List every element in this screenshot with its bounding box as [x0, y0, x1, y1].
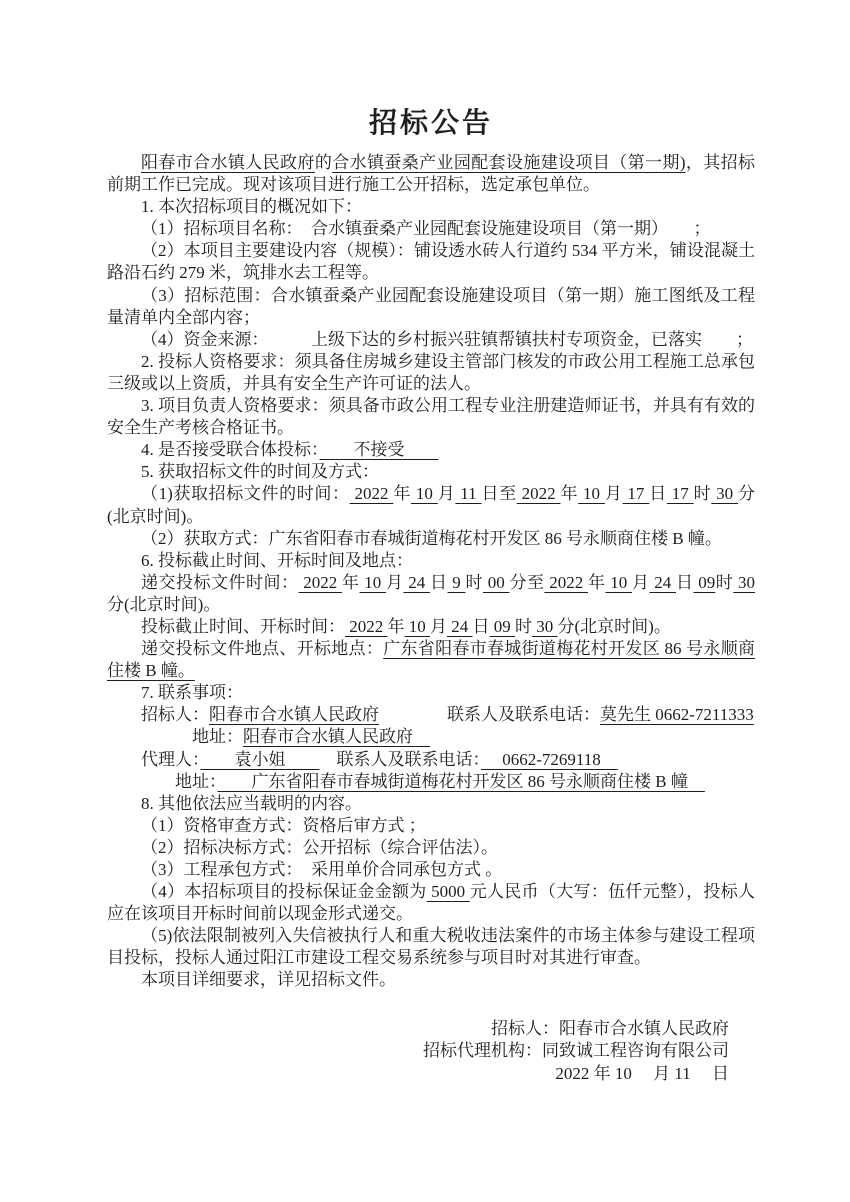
underlined-text: 10 [404, 616, 430, 636]
plain-text: 分(北京时间)。 [107, 594, 221, 614]
plain-text: 分至 [509, 572, 545, 592]
underlined-text: 2022 [298, 572, 342, 592]
underlined-text: 5000 [426, 882, 470, 902]
doc-paragraph [107, 749, 755, 771]
underlined-text: 24 [403, 572, 430, 592]
plain-text: （5)依法限制被列入失信被执行人和重大税收违法案件的市场主体参与建设工程项目投标，投标人通过阳江市建设工程交易系统参与项目时对其进行审查。 [107, 926, 755, 968]
plain-text: 联系人及联系电话： [379, 705, 600, 725]
doc-paragraph [107, 528, 755, 550]
doc-paragraph [107, 439, 755, 461]
underlined-text: 10 [411, 484, 438, 504]
plain-text: 时 [715, 572, 734, 592]
underlined-text: 9 [447, 572, 466, 592]
underlined-text: 莫先生 0662-7211333 [600, 705, 754, 725]
plain-text: 年 [387, 616, 405, 636]
plain-text: 递交投标文件地点、开标地点： [141, 639, 384, 659]
underlined-text: 24 [447, 616, 473, 636]
underlined-text: 广东省阳春市春城街道梅花村开发区 86 号永顺商住楼 B 幢 [217, 771, 705, 791]
plain-text: 3. 项目负责人资格要求：须具备市政公用工程专业注册建造师证书，并具有有效的安全生产考核合格证书。 [107, 396, 755, 438]
plain-text: 地址： [175, 771, 218, 791]
plain-text: ，其招标前期工作已完成。现对该项目进行施工公开招标，选定承包单位。 [107, 153, 756, 195]
doc-paragraph [107, 152, 755, 196]
plain-text: 7. 联系事项： [141, 683, 243, 703]
doc-paragraph [107, 837, 755, 859]
plain-text: 分(北京时间)。 [107, 484, 756, 526]
doc-paragraph [107, 969, 755, 991]
plain-text: 时 [515, 616, 532, 636]
plain-text: （1)获取招标文件的时间： [141, 484, 350, 504]
plain-text: 时 [693, 484, 712, 504]
plain-text: 月 [386, 572, 404, 592]
doc-paragraph [107, 483, 755, 527]
doc-paragraph [107, 881, 755, 925]
plain-text: 年 [393, 484, 412, 504]
doc-paragraph [107, 793, 755, 815]
underlined-text: 袁小姐 [200, 749, 320, 769]
doc-paragraph [107, 616, 755, 638]
underlined-text: 30 [711, 484, 739, 504]
plain-text: （1）资格审查方式：资格后审方式 ； [141, 815, 426, 835]
plain-text: 地址： [192, 727, 243, 747]
plain-text: （3）招标范围：合水镇蚕桑产业园配套设施建设项目（第一期）施工图纸及工程量清单内全部内容； [107, 285, 755, 327]
doc-paragraph [107, 682, 755, 704]
doc-paragraph [107, 771, 755, 793]
plain-text: 代理人： [141, 749, 201, 769]
underlined-text: 10 [578, 484, 605, 504]
plain-text: 5. 获取招标文件的时间及方式： [141, 462, 379, 482]
doc-paragraph [107, 196, 755, 218]
underlined-text: 合水镇蚕桑产业园配套设施建设项目（第一期) [332, 153, 686, 172]
signature-block [107, 1018, 755, 1086]
plain-text: 年 [560, 484, 579, 504]
underlined-text: 10 [605, 572, 632, 592]
doc-paragraph [107, 285, 755, 329]
underlined-text: 11 [455, 484, 482, 504]
doc-paragraph [107, 815, 755, 837]
underlined-text: 阳春市合水镇人民政府 [209, 705, 379, 725]
doc-paragraph [107, 726, 755, 748]
document-body [107, 152, 755, 992]
document-title: 招标公告 [368, 108, 493, 139]
underlined-text: 17 [622, 484, 650, 504]
plain-text: 日 [472, 616, 490, 636]
plain-text: 日 [676, 572, 694, 592]
plain-text: 元人民币（大写：伍仟元整），投标人应在该项目开标时间前以现金形式递交。 [107, 882, 756, 924]
plain-text: 月 [430, 616, 447, 636]
plain-text: 递交投标文件时间： [141, 572, 299, 592]
doc-paragraph [107, 395, 755, 439]
plain-text: 4. 是否接受联合体投标： [141, 440, 320, 460]
doc-paragraph [107, 638, 755, 682]
plain-text: 月 [632, 572, 650, 592]
doc-paragraph [107, 704, 755, 726]
plain-text: 8. 其他依法应当载明的内容。 [141, 793, 362, 813]
plain-text: （3）工程承包方式： 采用单价合同承包方式 。 [141, 860, 503, 879]
underlined-text: 00 [483, 572, 510, 592]
underlined-text: 24 [649, 572, 676, 592]
underlined-text: 阳春市合水镇人民政府 [141, 153, 315, 172]
signature-line: 招标人：阳春市合水镇人民政府 [491, 1018, 729, 1038]
underlined-text: 30 [733, 572, 755, 592]
plain-text: 6. 投标截止时间、开标时间及地点： [141, 550, 413, 570]
underlined-text: 09 [693, 572, 716, 592]
doc-paragraph [107, 925, 755, 969]
plain-text: 招标人： [141, 705, 209, 725]
plain-text: 1. 本次招标项目的概况如下： [141, 197, 362, 217]
underlined-text: 10 [359, 572, 386, 592]
doc-paragraph [107, 859, 755, 881]
plain-text: （2）本项目主要建设内容（规模）：铺设透水砖人行道约 534 平方米，铺设混凝土路沿石约 279 米，筑排水去工程等。 [107, 241, 755, 283]
doc-paragraph [107, 351, 755, 395]
doc-paragraph [107, 329, 755, 351]
plain-text: 日至 [481, 484, 517, 504]
plain-text: 日 [430, 572, 448, 592]
doc-paragraph [107, 218, 755, 240]
plain-text: （1）招标项目名称： 合水镇蚕桑产业园配套设施建设项目（第一期） ； [141, 219, 711, 239]
doc-paragraph [107, 550, 755, 572]
plain-text: 年 [588, 572, 606, 592]
plain-text: 的 [314, 153, 333, 172]
plain-text: 年 [342, 572, 360, 592]
underlined-text: 2022 [516, 484, 561, 504]
plain-text: （4）资金来源： 上级下达的乡村振兴驻镇帮镇扶村专项资金，已落实 ； [141, 329, 753, 349]
plain-text: 时 [465, 572, 483, 592]
plain-text: 月 [437, 484, 456, 504]
doc-paragraph [107, 461, 755, 483]
underlined-text: 广东省阳春市春城街道梅花村开发区 86 号永顺商住楼 B 幢。 [107, 639, 756, 681]
plain-text: 月 [604, 484, 623, 504]
underlined-text: 09 [489, 616, 515, 636]
underlined-text: 2022 [345, 616, 388, 636]
plain-text: 2. 投标人资格要求：须具备住房城乡建设主管部门核发的市政公用工程施工总承包三级或以上资质，并具有安全生产许可证的法人。 [107, 351, 755, 393]
plain-text: 分(北京时间)。 [557, 616, 671, 636]
doc-paragraph [107, 240, 755, 284]
doc-paragraph [107, 572, 755, 616]
plain-text: 本项目详细要求，详见招标文件。 [141, 970, 396, 990]
signature-line: 招标代理机构：同致诚工程咨询有限公司 [423, 1041, 729, 1061]
plain-text: 日 [649, 484, 667, 504]
underlined-text: 不接受 [319, 440, 439, 460]
plain-text: 联系人及联系电话： [319, 749, 481, 769]
underlined-text: 2022 [349, 484, 394, 504]
plain-text: （2）获取方式：广东省阳春市春城街道梅花村开发区 86 号永顺商住楼 B 幢。 [141, 528, 722, 548]
plain-text: （2）招标决标方式：公开招标（综合评估法）。 [141, 837, 498, 857]
underlined-text: 阳春市合水镇人民政府 [243, 727, 430, 747]
plain-text: （4）本招标项目的投标保证金金额为 [141, 882, 427, 902]
underlined-text: 2022 [544, 572, 588, 592]
plain-text: 投标截止时间、开标时间： [141, 616, 345, 636]
underlined-text: 30 [532, 616, 558, 636]
underlined-text: 0662-7269118 [481, 749, 618, 769]
signature-line: 2022 年 10 月 11 日 [555, 1063, 729, 1083]
underlined-text: 17 [666, 484, 694, 504]
